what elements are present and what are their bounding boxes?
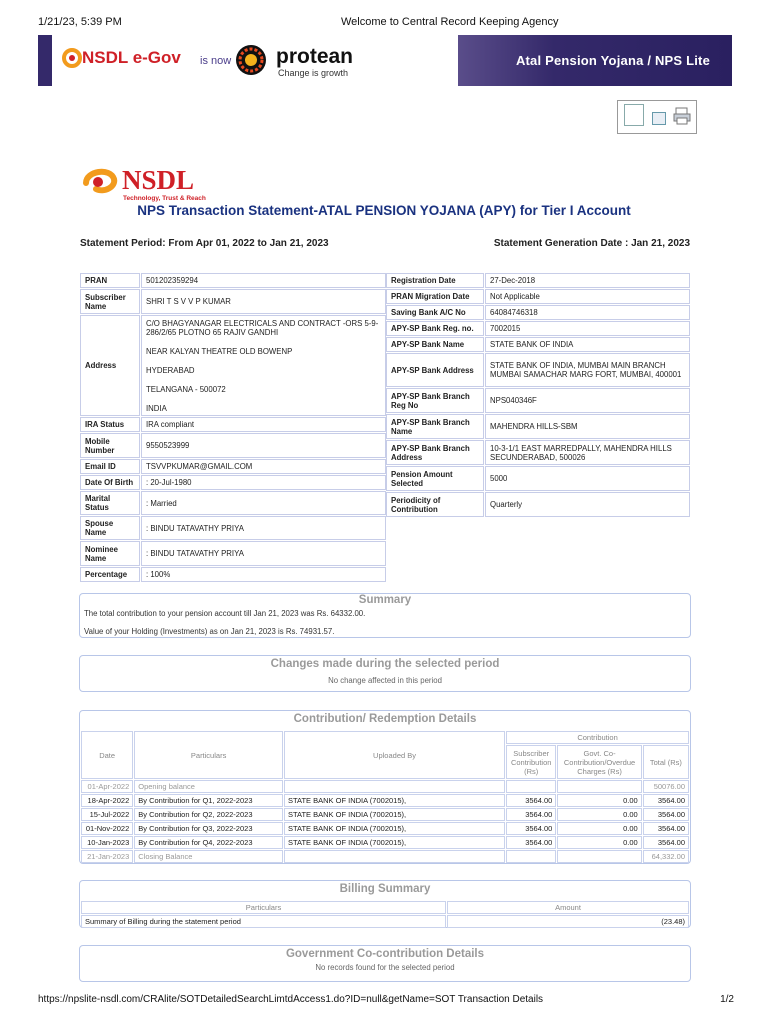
banner-left	[38, 35, 458, 86]
label: Registration Date	[386, 273, 484, 288]
nsdl-swirl-icon	[62, 48, 82, 68]
row-pran	[80, 273, 386, 288]
cell-total: 50076.00	[643, 780, 689, 793]
cell-uploaded-by: STATE BANK OF INDIA (7002015),	[284, 822, 505, 835]
nsdl-tagline: Technology, Trust & Reach	[123, 195, 206, 202]
image-icon[interactable]	[652, 112, 666, 125]
cell-date: 18-Apr-2022	[81, 794, 133, 807]
blank-page-icon[interactable]	[624, 104, 644, 126]
billing-title: Billing Summary	[339, 883, 431, 895]
label: Email ID	[80, 459, 140, 474]
value: 64084746318	[485, 305, 690, 320]
col-particulars: Particulars	[81, 901, 446, 914]
row-subscriber-name	[80, 289, 386, 314]
label: APY-SP Bank Branch Address	[386, 440, 484, 465]
row-bank-address	[386, 353, 690, 387]
cell-total: 3564.00	[643, 808, 689, 821]
value: STATE BANK OF INDIA, MUMBAI MAIN BRANCH MUMBAI SAMACHAR MARG FORT, MUMBAI, 400001	[485, 353, 690, 387]
product-name: Atal Pension Yojana / NPS Lite	[515, 53, 710, 68]
address-line: NEAR KALYAN THEATRE OLD BOWENP	[146, 347, 293, 356]
value: Not Applicable	[485, 289, 690, 304]
row-migration-date	[386, 289, 690, 304]
address-line: INDIA	[146, 404, 167, 413]
contribution-row	[81, 780, 689, 793]
protean-logo-icon	[234, 43, 268, 77]
banner-right	[458, 35, 732, 86]
col-contribution-group: Contribution	[506, 731, 689, 744]
summary-total-contribution: The total contribution to your pension account till Jan 21, 2023 was Rs. 64332.00.	[84, 609, 366, 618]
col-uploaded-by: Uploaded By	[284, 731, 505, 779]
label: Nominee Name	[80, 541, 140, 566]
cell-uploaded-by: STATE BANK OF INDIA (7002015),	[284, 836, 505, 849]
nsdl-swirl-icon	[80, 165, 120, 197]
value: : 20-Jul-1980	[141, 475, 386, 490]
contribution-row	[81, 836, 689, 849]
row-address	[80, 315, 386, 416]
contribution-row	[81, 850, 689, 863]
row-marital-status	[80, 491, 386, 515]
value: 501202359294	[141, 273, 386, 288]
cell-govt: 0.00	[557, 822, 641, 835]
header-banner	[38, 35, 732, 86]
address-line: TELANGANA - 500072	[146, 385, 226, 394]
row-branch-address	[386, 440, 690, 465]
govt-note: No records found for the selected period	[315, 963, 455, 972]
cell-uploaded-by: STATE BANK OF INDIA (7002015),	[284, 794, 505, 807]
cell-govt: 0.00	[557, 808, 641, 821]
is-now-text: is now	[200, 55, 232, 67]
label: APY-SP Bank Branch Name	[386, 414, 484, 439]
statement-generation-date: Statement Generation Date : Jan 21, 2023	[493, 238, 690, 249]
cell-total: 3564.00	[643, 794, 689, 807]
label: IRA Status	[80, 417, 140, 432]
label: APY-SP Bank Reg. no.	[386, 321, 484, 336]
cell-subscriber	[506, 780, 556, 793]
cell-date: 01-Nov-2022	[81, 822, 133, 835]
value: SHRI T S V V P KUMAR	[141, 289, 386, 314]
value: NPS040346F	[485, 388, 690, 413]
row-periodicity	[386, 492, 690, 517]
protean-logo-text: protean	[276, 45, 354, 68]
govt-panel	[79, 945, 691, 982]
label: Mobile Number	[80, 433, 140, 458]
value: STATE BANK OF INDIA	[485, 337, 690, 352]
cell-total: 3564.00	[643, 822, 689, 835]
row-spouse	[80, 516, 386, 540]
row-branch-reg-no	[386, 388, 690, 413]
label: Saving Bank A/C No	[386, 305, 484, 320]
printer-icon[interactable]	[673, 107, 691, 125]
cell-uploaded-by	[284, 850, 505, 863]
contribution-panel	[79, 710, 691, 864]
label: Date Of Birth	[80, 475, 140, 490]
header-row	[81, 731, 689, 744]
value: MAHENDRA HILLS-SBM	[485, 414, 690, 439]
summary-title: Summary	[358, 594, 412, 606]
value: TSVVPKUMAR@GMAIL.COM	[141, 459, 386, 474]
row-pension-amount	[386, 466, 690, 491]
footer-page-number: 1/2	[720, 994, 734, 1005]
value: 27-Dec-2018	[485, 273, 690, 288]
cell-govt: 0.00	[557, 836, 641, 849]
label: Pension Amount Selected	[386, 466, 484, 491]
cell-date: 15-Jul-2022	[81, 808, 133, 821]
nsdl-egov-logo-text: NSDL e-Gov	[82, 48, 181, 67]
value: : 100%	[141, 567, 386, 582]
row-email	[80, 459, 386, 474]
cell-particulars: Opening balance	[134, 780, 283, 793]
cell-subscriber: 3564.00	[506, 808, 556, 821]
label: Periodicity of Contribution	[386, 492, 484, 517]
label: Spouse Name	[80, 516, 140, 540]
value: : Married	[141, 491, 386, 515]
address-line: HYDERABAD	[146, 366, 195, 375]
cell-total: 3564.00	[643, 836, 689, 849]
cell-date: 10-Jan-2023	[81, 836, 133, 849]
account-details	[385, 272, 691, 518]
cell-govt	[557, 780, 641, 793]
subscriber-details	[79, 272, 387, 583]
value: : BINDU TATAVATHY PRIYA	[141, 516, 386, 540]
print-datetime: 1/21/23, 5:39 PM	[38, 16, 122, 28]
billing-row	[81, 915, 689, 928]
row-bank-reg-no	[386, 321, 690, 336]
billing-header	[81, 901, 689, 914]
changes-note: No change affected in this period	[328, 676, 442, 685]
row-branch-name	[386, 414, 690, 439]
value: : BINDU TATAVATHY PRIYA	[141, 541, 386, 566]
value: IRA compliant	[141, 417, 386, 432]
cell-uploaded-by	[284, 780, 505, 793]
address-line: C/O BHAGYANAGAR ELECTRICALS AND CONTRACT -ORS 5-9-286/2/65 PLOTNO 65 RAJIV GANDHI	[146, 319, 379, 337]
value: 5000	[485, 466, 690, 491]
col-govt: Govt. Co-Contribution/Overdue Charges (Rs)	[557, 745, 641, 779]
label: PRAN	[80, 273, 140, 288]
changes-panel	[79, 655, 691, 692]
col-date: Date	[81, 731, 133, 779]
row-percentage	[80, 567, 386, 582]
cell-date: 21-Jan-2023	[81, 850, 133, 863]
billing-particulars: Summary of Billing during the statement period	[81, 915, 446, 928]
col-total: Total (Rs)	[643, 745, 689, 779]
value: Quarterly	[485, 492, 690, 517]
row-ira-status	[80, 417, 386, 432]
nsdl-logo-text: NSDL	[122, 165, 195, 195]
row-mobile	[80, 433, 386, 458]
cell-particulars: By Contribution for Q2, 2022-2023	[134, 808, 283, 821]
label: APY-SP Bank Branch Reg No	[386, 388, 484, 413]
govt-title: Government Co-contribution Details	[285, 948, 485, 960]
cell-subscriber: 3564.00	[506, 794, 556, 807]
label: APY-SP Bank Name	[386, 337, 484, 352]
billing-table	[80, 900, 690, 929]
value: 9550523999	[141, 433, 386, 458]
label: APY-SP Bank Address	[386, 353, 484, 387]
row-registration-date	[386, 273, 690, 288]
cell-subscriber: 3564.00	[506, 836, 556, 849]
statement-period: Statement Period: From Apr 01, 2022 to Jan 21, 2023	[80, 238, 329, 249]
cell-subscriber: 3564.00	[506, 822, 556, 835]
cell-uploaded-by: STATE BANK OF INDIA (7002015),	[284, 808, 505, 821]
statement-title: NPS Transaction Statement-ATAL PENSION YOJANA (APY) for Tier I Account	[137, 203, 631, 218]
contribution-row	[81, 794, 689, 807]
contribution-row	[81, 822, 689, 835]
contribution-rows	[81, 780, 689, 863]
col-subscriber: Subscriber Contribution (Rs)	[506, 745, 556, 779]
contribution-row	[81, 808, 689, 821]
print-page-title: Welcome to Central Record Keeping Agency	[341, 16, 559, 28]
label: Address	[80, 315, 140, 416]
col-particulars: Particulars	[134, 731, 283, 779]
label: PRAN Migration Date	[386, 289, 484, 304]
billing-amount: (23.48)	[447, 915, 689, 928]
contribution-title: Contribution/ Redemption Details	[293, 713, 477, 725]
label: Marital Status	[80, 491, 140, 515]
billing-panel	[79, 880, 691, 928]
row-saving-account	[386, 305, 690, 320]
row-bank-name	[386, 337, 690, 352]
contribution-table	[80, 730, 690, 864]
footer-url[interactable]: https://npslite-nsdl.com/CRAlite/SOTDetailedSearchLimtdAccess1.do?ID=null&getName=SOT Transaction Details	[38, 994, 544, 1005]
cell-particulars: By Contribution for Q3, 2022-2023	[134, 822, 283, 835]
print-toolbar	[617, 100, 697, 134]
cell-particulars: By Contribution for Q1, 2022-2023	[134, 794, 283, 807]
label: Subscriber Name	[80, 289, 140, 314]
cell-particulars: By Contribution for Q4, 2022-2023	[134, 836, 283, 849]
value: 7002015	[485, 321, 690, 336]
cell-particulars: Closing Balance	[134, 850, 283, 863]
cell-govt: 0.00	[557, 794, 641, 807]
cell-subscriber	[506, 850, 556, 863]
summary-panel	[79, 593, 691, 638]
col-amount: Amount	[447, 901, 689, 914]
row-dob	[80, 475, 386, 490]
protean-tagline: Change is growth	[278, 68, 349, 78]
row-nominee	[80, 541, 386, 566]
label: Percentage	[80, 567, 140, 582]
value: 10-3-1/1 EAST MARREDPALLY, MAHENDRA HILLS SECUNDERABAD, 500026	[485, 440, 690, 465]
cell-govt	[557, 850, 641, 863]
cell-total: 64,332.00	[643, 850, 689, 863]
summary-holding-value: Value of your Holding (Investments) as on Jan 21, 2023 is Rs. 74931.57.	[84, 627, 335, 636]
value	[141, 315, 386, 416]
cell-date: 01-Apr-2022	[81, 780, 133, 793]
changes-title: Changes made during the selected period	[270, 658, 500, 670]
